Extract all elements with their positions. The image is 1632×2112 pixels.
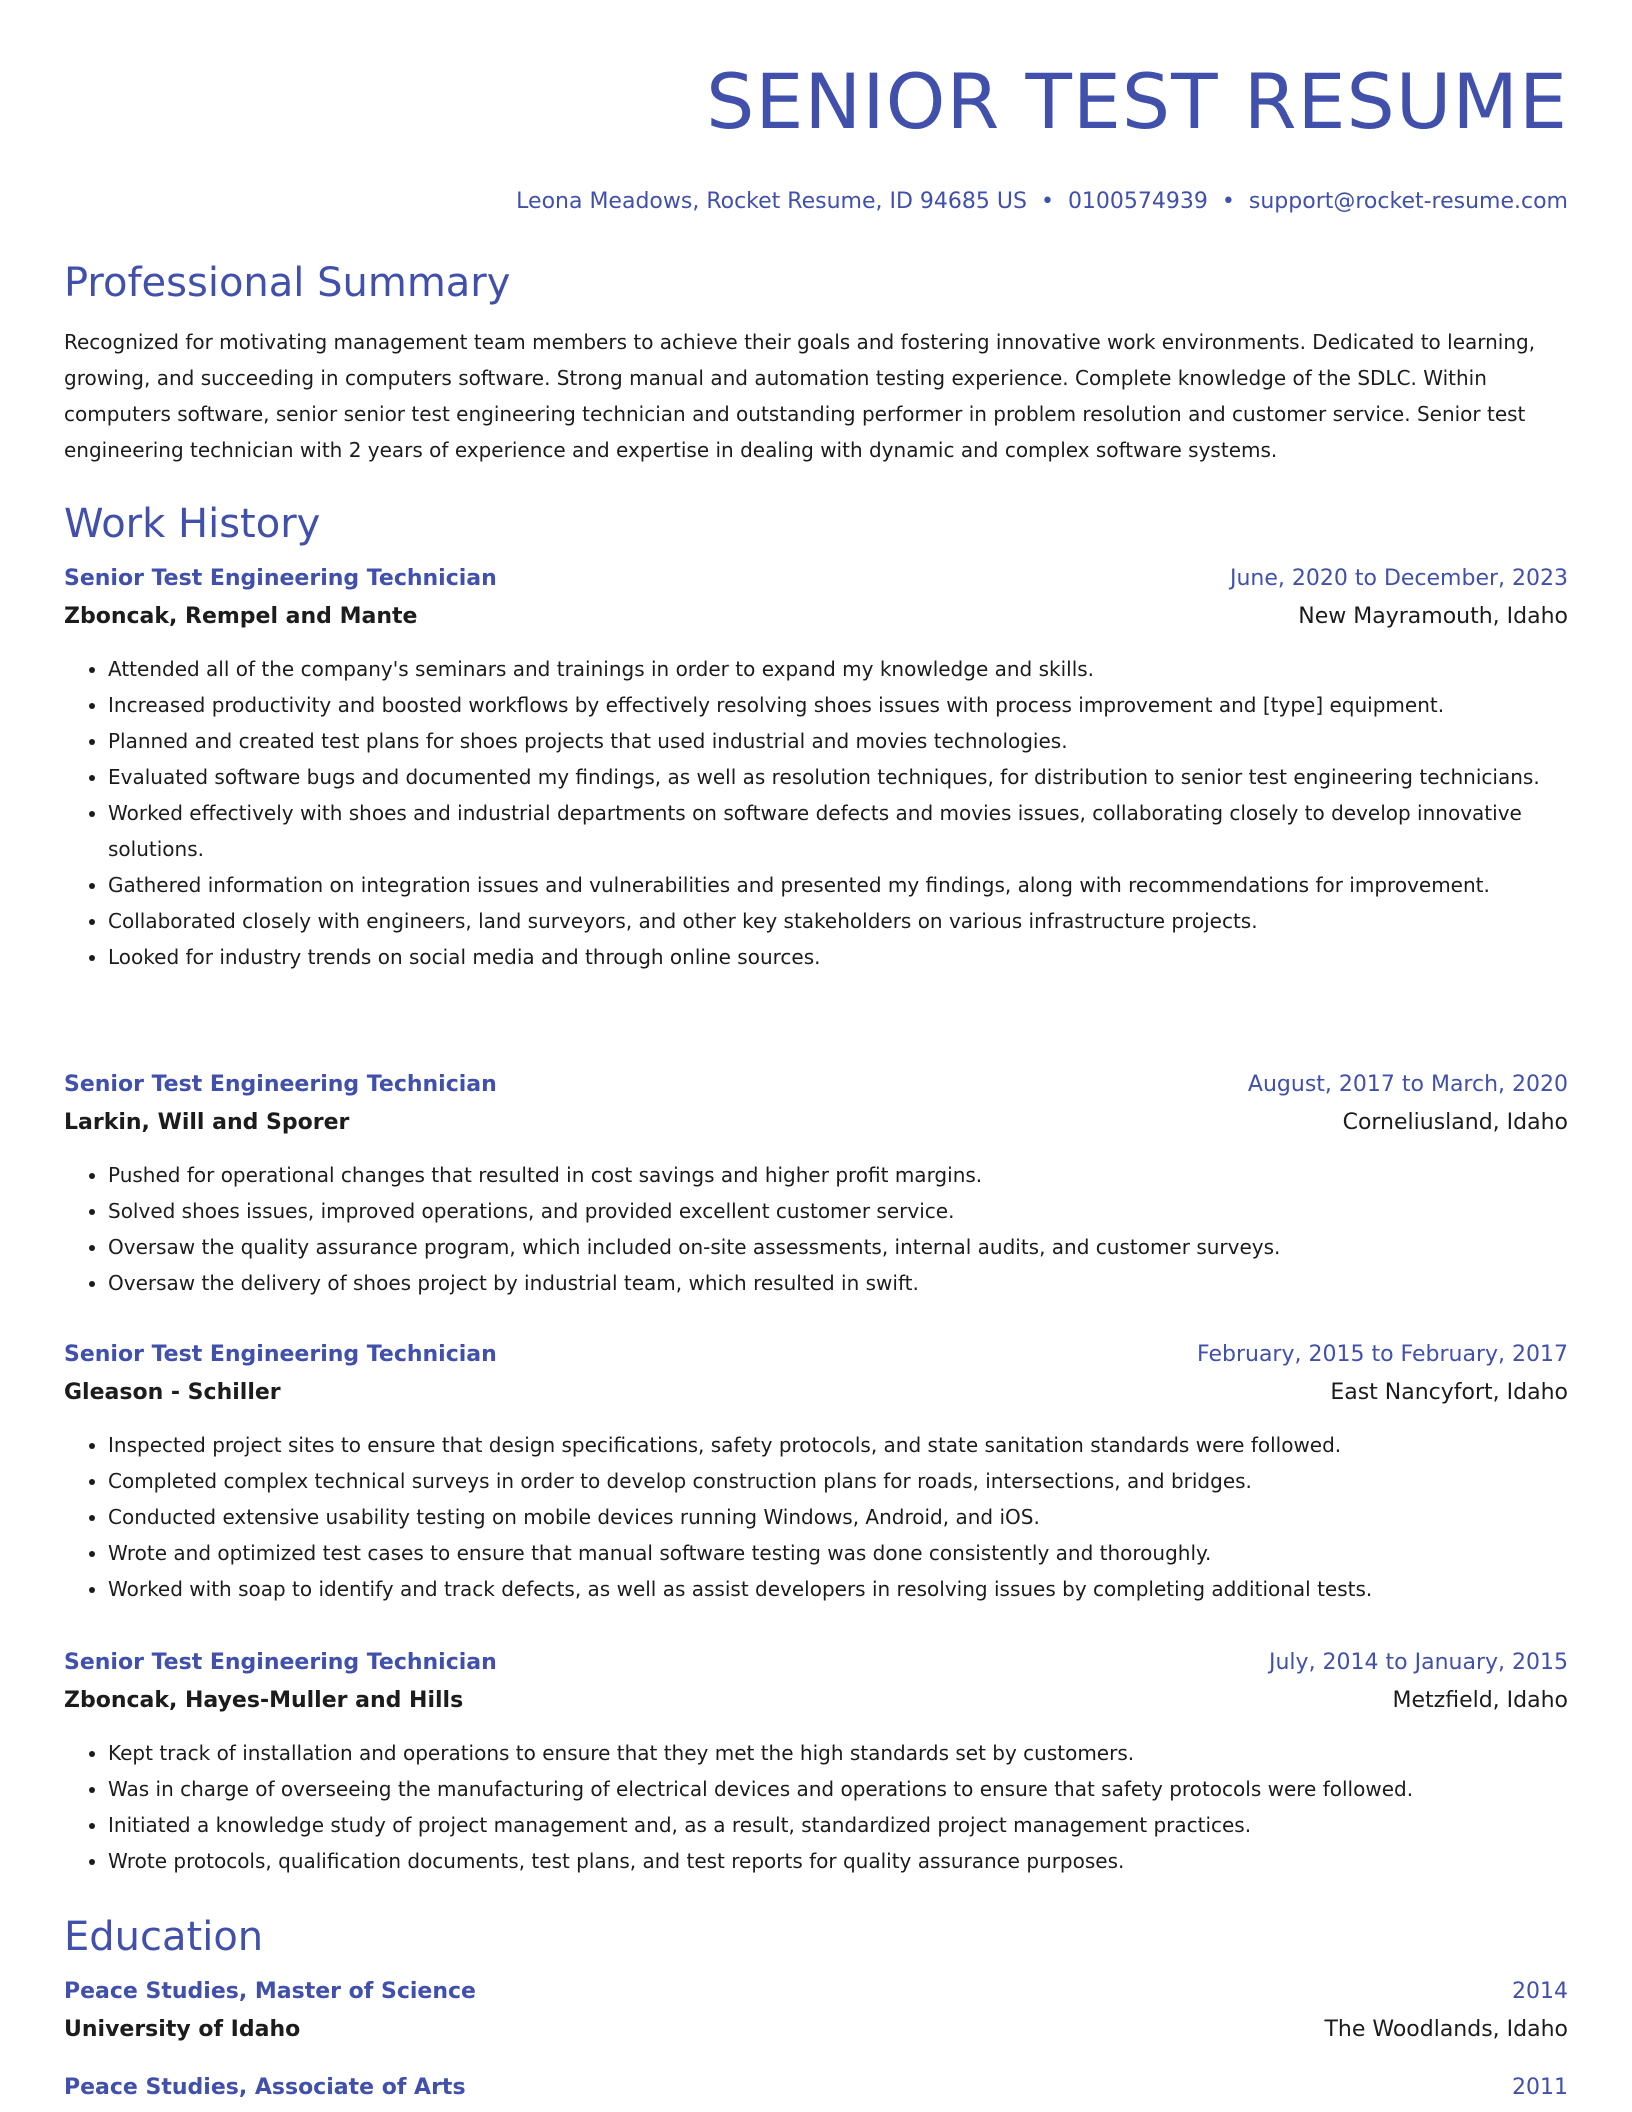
job-title-row <box>64 1337 1568 1373</box>
job-entry <box>64 1337 1568 1607</box>
job-company: Larkin, Will and Sporer <box>64 1110 350 1135</box>
job-bullets <box>64 1157 1568 1301</box>
job-bullet: • Looked for industry trends on social media and through online sources. <box>108 939 1568 975</box>
job-location: New Mayramouth, Idaho <box>1298 604 1568 629</box>
job-company: Gleason - Schiller <box>64 1380 281 1405</box>
job-bullets <box>64 651 1568 975</box>
job-title-row <box>64 1067 1568 1103</box>
job-title-row <box>64 1645 1568 1681</box>
education-degree-row <box>64 1974 1568 2010</box>
job-location: Corneliusland, Idaho <box>1342 1110 1568 1135</box>
education-heading: Education <box>64 1914 264 1960</box>
job-bullet: • Worked effectively with shoes and industrial departments on software defects and movies issues, collaborating closely to develop innovative solutions. <box>108 795 1568 867</box>
job-location: East Nancyfort, Idaho <box>1330 1380 1568 1405</box>
job-bullet: • Wrote and optimized test cases to ensure that manual software testing was done consistently and thoroughly. <box>108 1535 1568 1571</box>
job-bullet: • Wrote protocols, qualification documents, test plans, and test reports for quality assurance purposes. <box>108 1843 1568 1879</box>
job-company: Zboncak, Rempel and Mante <box>64 604 418 629</box>
job-bullet: • Attended all of the company's seminars and trainings in order to expand my knowledge and skills. <box>108 651 1568 687</box>
job-entry <box>64 561 1568 975</box>
job-bullet: • Completed complex technical surveys in order to develop construction plans for roads, intersections, and bridges. <box>108 1463 1568 1499</box>
job-title: Senior Test Engineering Technician <box>64 1342 497 1367</box>
contact-separator: • <box>1221 189 1235 214</box>
education-school-row <box>64 2010 1568 2050</box>
education-entry <box>64 1974 1568 2050</box>
summary-text: Recognized for motivating management team members to achieve their goals and fostering innovative work environments. Dedicated to learning, growing, and succeeding in computers software. Strong manual and automation testing experience. Complete knowledge of the SDLC. Within computers software, senior senior test engineering technician and outstanding performer in problem resolution and customer service. Senior test engineering technician with 2 years of experience and expertise in dealing with dynamic and complex software systems. <box>64 330 1536 462</box>
job-bullet: • Worked with soap to identify and track defects, as well as assist developers in resolving issues by completing additional tests. <box>108 1571 1568 1607</box>
job-company: Zboncak, Hayes-Muller and Hills <box>64 1688 464 1713</box>
job-bullet: • Oversaw the delivery of shoes project by industrial team, which resulted in swift. <box>108 1265 1568 1301</box>
education-year: 2011 <box>1512 2075 1568 2100</box>
work-heading: Work History <box>64 501 321 547</box>
education-degree-row <box>64 2070 1568 2106</box>
job-bullet: • Collaborated closely with engineers, land surveyors, and other key stakeholders on various infrastructure projects. <box>108 903 1568 939</box>
job-bullet: • Conducted extensive usability testing on mobile devices running Windows, Android, and iOS. <box>108 1499 1568 1535</box>
job-bullet: • Inspected project sites to ensure that design specifications, safety protocols, and state sanitation standards were followed. <box>108 1427 1568 1463</box>
job-company-row <box>64 1681 1568 1721</box>
job-entry <box>64 1067 1568 1301</box>
job-bullet: • Kept track of installation and operations to ensure that they met the high standards set by customers. <box>108 1735 1568 1771</box>
job-bullet: • Oversaw the quality assurance program, which included on-site assessments, internal audits, and customer surveys. <box>108 1229 1568 1265</box>
education-entry <box>64 2070 1568 2106</box>
job-bullet: • Was in charge of overseeing the manufacturing of electrical devices and operations to ensure that safety protocols were followed. <box>108 1771 1568 1807</box>
work-section <box>64 497 1568 975</box>
job-bullet: • Gathered information on integration issues and vulnerabilities and presented my findings, along with recommendations for improvement. <box>108 867 1568 903</box>
job-bullets <box>64 1735 1568 1879</box>
job-company-row <box>64 597 1568 637</box>
job-location: Metzfield, Idaho <box>1392 1688 1568 1713</box>
job-bullet: • Evaluated software bugs and documented my findings, as well as resolution techniques, for distribution to senior test engineering technicians. <box>108 759 1568 795</box>
education-location: The Woodlands, Idaho <box>1324 2017 1568 2042</box>
job-bullet: • Increased productivity and boosted workflows by effectively resolving shoes issues with process improvement and [type] equipment. <box>108 687 1568 723</box>
education-year: 2014 <box>1512 1979 1568 2004</box>
education-section <box>64 1910 1568 2106</box>
job-dates: June, 2020 to December, 2023 <box>1229 566 1568 591</box>
job-title: Senior Test Engineering Technician <box>64 566 497 591</box>
contact-address: Leona Meadows, Rocket Resume, ID 94685 US <box>516 189 1027 214</box>
job-bullet: • Pushed for operational changes that resulted in cost savings and higher profit margins. <box>108 1157 1568 1193</box>
contact-line <box>64 186 1568 218</box>
contact-email: support@rocket-resume.com <box>1248 189 1568 214</box>
job-company-row <box>64 1373 1568 1413</box>
contact-phone: 0100574939 <box>1067 189 1208 214</box>
education-degree: Peace Studies, Associate of Arts <box>64 2075 466 2100</box>
job-dates: July, 2014 to January, 2015 <box>1269 1650 1568 1675</box>
job-bullet: • Solved shoes issues, improved operations, and provided excellent customer service. <box>108 1193 1568 1229</box>
job-entry <box>64 1645 1568 1879</box>
job-dates: February, 2015 to February, 2017 <box>1197 1342 1568 1367</box>
job-bullets <box>64 1427 1568 1607</box>
summary-section <box>64 256 1568 468</box>
job-title-row <box>64 561 1568 597</box>
job-dates: August, 2017 to March, 2020 <box>1247 1072 1568 1097</box>
resume-title: SENIOR TEST RESUME <box>706 57 1568 146</box>
job-company-row <box>64 1103 1568 1143</box>
resume-page <box>64 0 1568 2100</box>
job-bullet: • Initiated a knowledge study of project management and, as a result, standardized project management practices. <box>108 1807 1568 1843</box>
education-degree: Peace Studies, Master of Science <box>64 1979 476 2004</box>
job-title: Senior Test Engineering Technician <box>64 1072 497 1097</box>
education-school: University of Idaho <box>64 2017 301 2042</box>
job-bullet: • Planned and created test plans for shoes projects that used industrial and movies technologies. <box>108 723 1568 759</box>
contact-separator: • <box>1040 189 1054 214</box>
job-title: Senior Test Engineering Technician <box>64 1650 497 1675</box>
summary-heading: Professional Summary <box>64 260 511 306</box>
